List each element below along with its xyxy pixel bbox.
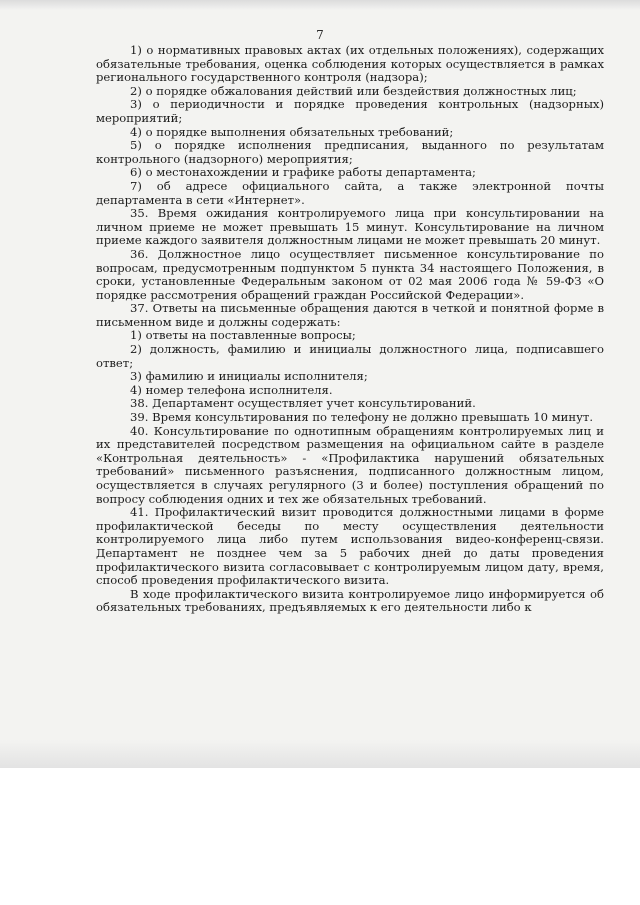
paragraph: 7) об адресе официального сайта, а также электронной почты департамента в сети «Интернет».: [96, 178, 604, 207]
paragraph: 2) о порядке обжалования действий или бездействия должностных лиц;: [130, 83, 577, 98]
paragraph: 40. Консультирование по однотипным обращениям контролируемых лиц и их представителей посредством размещения на официальном сайте в разделе «Контрольная деятельность» - «Профилактика нарушений обязательных требований» письменного разъяснения, подписанного должностным лицом, осуществляется в случаях регулярного (3 и более) поступления обращений по вопросу соблюдения одних и тех же обязательных требований.: [96, 423, 604, 506]
paragraph: 3) фамилию и инициалы исполнителя;: [130, 369, 368, 384]
paragraph: 1) ответы на поставленные вопросы;: [130, 328, 356, 343]
paragraph: 36. Должностное лицо осуществляет письменное консультирование по вопросам, предусмотренным подпунктом 5 пункта 34 настоящего Положения, в сроки, установленные Федеральным законом от 02 мая 2006 года № 59-ФЗ «О порядке рассмотрения обращений граждан Российской Федерации».: [96, 246, 604, 302]
scan-shadow-bottom: [0, 740, 640, 768]
paragraph: 5) о порядке исполнения предписания, выданного по результатам контрольного (надзорного) мероприятия;: [96, 138, 604, 166]
paragraph: 6) о местонахождении и графике работы департамента;: [130, 165, 476, 180]
scan-shadow-top: [0, 0, 640, 10]
paragraph: 37. Ответы на письменные обращения даются в четкой и понятной форме в письменном виде и должны содержать:: [96, 301, 604, 329]
page-number: 7: [316, 28, 324, 42]
paragraph: 2) должность, фамилию и инициалы должностного лица, подписавшего ответ;: [96, 342, 604, 370]
paragraph: 1) о нормативных правовых актах (их отдельных положениях), содержащих обязательные требования, оценка соблюдения которых осуществляется в рамках регионального государственного контроля (надзора);: [96, 43, 604, 85]
paragraph: 3) о периодичности и порядке проведения контрольных (надзорных) мероприятий;: [96, 97, 604, 125]
paragraph: 4) о порядке выполнения обязательных требований;: [130, 124, 454, 139]
paragraph: 38. Департамент осуществляет учет консультирований.: [130, 396, 476, 411]
document-body: [96, 44, 604, 615]
paragraph: 39. Время консультирования по телефону не должно превышать 10 минут.: [130, 410, 594, 425]
paragraph: 4) номер телефона исполнителя.: [130, 382, 333, 397]
paragraph: 41. Профилактический визит проводится должностными лицами в форме профилактической беседы по месту осуществления деятельности контролируемого лица либо путем использования видео-конференц-связи. Департамент не позднее чем за 5 рабочих дней до даты проведения профилактического визита согласовывает с контролируемым лицом дату, время, способ проведения профилактического визита.: [96, 505, 604, 588]
paragraph: В ходе профилактического визита контролируемое лицо информируется об обязательных требованиях, предъявляемых к его деятельности либо к: [96, 586, 604, 615]
paragraph: 35. Время ожидания контролируемого лица при консультировании на личном приеме не может превышать 15 минут. Консультирование на личном приеме каждого заявителя должностным лицами не может превышать 20 минут.: [96, 206, 604, 248]
